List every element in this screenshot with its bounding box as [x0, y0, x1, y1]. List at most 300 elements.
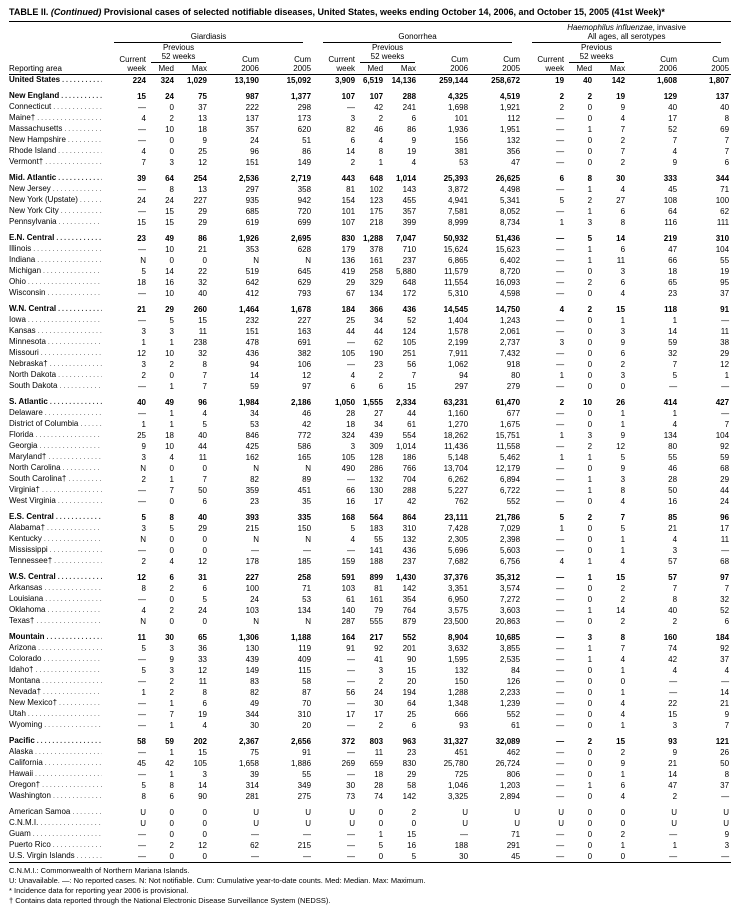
value-cell: 162: [245, 453, 259, 462]
value-cell: 762: [454, 497, 469, 506]
value-cell: 3: [350, 442, 356, 451]
area-name: E.S. Central: [9, 512, 54, 521]
value-cell: —: [721, 546, 730, 555]
value-cell: 17: [668, 114, 678, 123]
dot-leader: [61, 91, 102, 102]
value-cell: 7: [620, 513, 626, 522]
area-cell: [9, 512, 104, 523]
value-cell: 1,062: [448, 360, 469, 369]
value-cell: 0: [587, 136, 593, 145]
value-cell: 5: [202, 595, 207, 604]
value-cell: 554: [402, 431, 417, 440]
value-cell: 126: [506, 677, 521, 686]
value-cell: 83: [250, 677, 259, 686]
value-cell: 0: [587, 360, 593, 369]
value-cell: 74: [668, 644, 678, 653]
dot-leader: [54, 556, 102, 567]
value-cell: 75: [250, 748, 259, 757]
area-name: Utah: [9, 709, 26, 718]
value-cell: 3: [587, 633, 593, 642]
value-cell: 1: [587, 486, 593, 495]
area-name: Mid. Atlantic: [9, 173, 57, 182]
value-cell: 279: [506, 382, 521, 391]
value-cell: —: [138, 289, 146, 298]
group-header-gonorrhea: Gonorrhea: [313, 22, 522, 44]
value-cell: 53: [459, 158, 469, 167]
table-row: [9, 419, 731, 430]
value-cell: 259,144: [439, 76, 469, 85]
table-row: [9, 452, 731, 463]
value-cell: 58: [137, 737, 146, 746]
value-cell: 44: [374, 327, 384, 336]
value-cell: 7: [141, 158, 146, 167]
value-cell: 27: [616, 196, 626, 205]
area-cell: [9, 829, 104, 840]
value-cell: 1: [672, 316, 678, 325]
value-cell: N: [305, 256, 312, 265]
dot-leader: [45, 758, 102, 769]
value-cell: 15: [198, 316, 207, 325]
value-cell: 45: [511, 852, 521, 861]
value-cell: 2,535: [500, 655, 521, 664]
value-cell: N: [253, 256, 259, 265]
value-cell: 1,984: [238, 398, 259, 407]
value-cell: 44: [198, 442, 207, 451]
value-cell: 3: [169, 327, 174, 336]
value-cell: 172: [402, 289, 417, 298]
value-cell: 7: [724, 147, 730, 156]
value-cell: —: [556, 688, 565, 697]
value-cell: 2: [141, 557, 146, 566]
value-cell: 0: [587, 103, 593, 112]
dot-leader: [68, 474, 102, 485]
value-cell: 41: [374, 655, 384, 664]
value-cell: 5,310: [448, 289, 469, 298]
value-cell: 0: [169, 464, 174, 473]
value-cell: 61: [407, 420, 417, 429]
value-cell: —: [347, 360, 356, 369]
value-cell: 4: [620, 655, 626, 664]
value-cell: —: [138, 710, 146, 719]
value-cell: 2: [169, 841, 174, 850]
value-cell: 62: [720, 207, 730, 216]
value-cell: 30: [165, 633, 174, 642]
dot-leader: [43, 266, 102, 277]
value-cell: 764: [402, 606, 417, 615]
table-row: [9, 217, 731, 228]
area-name: Tennessee†: [9, 556, 53, 565]
value-cell: 7,029: [500, 524, 521, 533]
value-cell: 132: [369, 475, 384, 484]
area-name: Arkansas: [9, 583, 43, 592]
value-cell: 5: [672, 371, 678, 380]
table-row: [9, 556, 731, 567]
value-cell: 2: [672, 792, 678, 801]
area-name: Ohio: [9, 277, 26, 286]
value-cell: 4: [672, 666, 678, 675]
value-cell: 52: [668, 125, 678, 134]
value-cell: 29: [346, 278, 356, 287]
area-name: Nevada†: [9, 687, 42, 696]
value-cell: 645: [297, 267, 312, 276]
value-cell: 10: [165, 245, 174, 254]
value-cell: 64: [668, 207, 678, 216]
value-cell: 0: [169, 830, 174, 839]
value-cell: 46: [668, 464, 678, 473]
value-cell: 16: [346, 497, 356, 506]
value-cell: 0: [202, 830, 207, 839]
value-cell: 2: [620, 830, 626, 839]
value-cell: 3: [620, 475, 626, 484]
value-cell: —: [138, 185, 146, 194]
area-cell: [9, 135, 104, 146]
table-row: [9, 244, 731, 255]
value-cell: 269: [341, 759, 356, 768]
value-cell: 90: [198, 792, 207, 801]
value-cell: 6: [350, 136, 356, 145]
value-cell: 0: [587, 535, 593, 544]
value-cell: 132: [506, 136, 521, 145]
value-cell: —: [138, 125, 146, 134]
value-cell: 5,603: [500, 546, 521, 555]
value-cell: 13,704: [443, 464, 469, 473]
value-cell: 1: [169, 699, 174, 708]
value-cell: 3: [587, 218, 593, 227]
value-cell: 0: [587, 316, 593, 325]
value-cell: 6: [620, 349, 626, 358]
value-cell: 4: [350, 371, 356, 380]
value-cell: 7: [169, 486, 174, 495]
dot-leader: [28, 315, 102, 326]
value-cell: 1: [587, 185, 593, 194]
value-cell: 357: [402, 207, 417, 216]
value-cell: 0: [169, 371, 174, 380]
value-cell: 0: [587, 710, 593, 719]
value-cell: 1: [169, 409, 174, 418]
value-cell: U: [349, 819, 356, 828]
value-cell: 0: [587, 371, 593, 380]
area-cell: [9, 665, 104, 676]
value-cell: 324: [341, 431, 356, 440]
value-cell: 0: [169, 256, 174, 265]
value-cell: 55: [302, 770, 312, 779]
value-cell: 0: [587, 595, 593, 604]
area-name: W.S. Central: [9, 572, 56, 581]
value-cell: —: [721, 382, 730, 391]
value-cell: 286: [369, 464, 384, 473]
value-cell: —: [138, 316, 146, 325]
table-row: [9, 184, 731, 195]
area-cell: [9, 277, 104, 288]
value-cell: 443: [341, 174, 356, 183]
value-cell: 3: [202, 770, 207, 779]
value-cell: 241: [402, 103, 417, 112]
table-row: [9, 233, 731, 244]
area-cell: [9, 758, 104, 769]
footnote-legend: U: Unavailable. —: No reported cases. N: Not notifiable. Cum: Cumulative year-to-date counts. Med: Median. Max: Maximum.: [9, 876, 426, 885]
dot-leader: [48, 337, 102, 348]
value-cell: 7: [672, 584, 678, 593]
area-cell: [9, 840, 104, 851]
value-cell: —: [138, 830, 146, 839]
group-header-giardiasis: Giardiasis: [104, 22, 313, 44]
value-cell: 8,734: [500, 218, 521, 227]
value-cell: 1,029: [186, 76, 207, 85]
value-cell: 46: [302, 409, 312, 418]
value-cell: 33: [198, 655, 207, 664]
value-cell: 71: [720, 185, 730, 194]
value-cell: 1: [559, 218, 565, 227]
value-cell: —: [347, 338, 356, 347]
value-cell: 5: [141, 644, 146, 653]
table-row: [9, 124, 731, 135]
table-row: [9, 288, 731, 299]
table-title-text: Provisional cases of selected notifiable diseases, United States, weeks ending October 14, 2006, and October 15, 2005 (41st Week)*: [103, 7, 665, 17]
value-cell: U: [349, 808, 356, 817]
area-cell: [9, 337, 104, 348]
value-cell: 288: [402, 486, 417, 495]
value-cell: 772: [297, 431, 312, 440]
dot-leader: [33, 829, 102, 840]
value-cell: 10: [165, 349, 174, 358]
value-cell: U: [514, 808, 521, 817]
value-cell: 258: [369, 267, 384, 276]
value-cell: 94: [459, 371, 469, 380]
area-cell: [9, 370, 104, 381]
table-row: [9, 851, 731, 863]
value-cell: 0: [169, 103, 174, 112]
value-cell: 17: [720, 524, 730, 533]
value-cell: 0: [202, 617, 207, 626]
value-cell: 1: [141, 688, 146, 697]
value-cell: —: [669, 852, 678, 861]
value-cell: 1: [587, 245, 593, 254]
value-cell: 12: [302, 371, 312, 380]
value-cell: 3: [141, 524, 146, 533]
value-cell: —: [721, 677, 730, 686]
value-cell: 7: [620, 147, 626, 156]
area-cell: [9, 496, 104, 507]
value-cell: 4: [724, 666, 730, 675]
value-cell: 35: [302, 497, 312, 506]
value-cell: 287: [341, 617, 356, 626]
value-cell: N: [305, 535, 312, 544]
value-cell: 30: [459, 852, 469, 861]
value-cell: 104: [715, 245, 730, 254]
value-cell: 5,227: [448, 486, 469, 495]
value-cell: 0: [587, 819, 593, 828]
value-cell: 4: [672, 535, 678, 544]
table-row: [9, 430, 731, 441]
value-cell: 34: [374, 316, 384, 325]
value-cell: 8: [620, 486, 626, 495]
value-cell: 5: [202, 420, 207, 429]
value-cell: —: [721, 792, 730, 801]
value-cell: —: [669, 688, 678, 697]
dot-leader: [61, 206, 102, 217]
value-cell: 3: [672, 721, 678, 730]
value-cell: 20,863: [495, 617, 521, 626]
value-cell: 86: [302, 147, 312, 156]
value-cell: 1: [587, 644, 593, 653]
area-cell: [9, 113, 104, 124]
area-cell: [9, 419, 104, 430]
value-cell: —: [347, 770, 356, 779]
value-cell: 2: [672, 617, 678, 626]
value-cell: 0: [587, 666, 593, 675]
table-row: [9, 304, 731, 315]
value-cell: 188: [454, 841, 469, 850]
value-cell: —: [138, 103, 146, 112]
area-name: Montana: [9, 676, 41, 685]
value-cell: 87: [302, 688, 312, 697]
value-cell: 1: [620, 535, 626, 544]
table-row: [9, 769, 731, 780]
table-body: [9, 75, 731, 863]
value-cell: 0: [587, 584, 593, 593]
table-title: [9, 7, 731, 18]
value-cell: —: [556, 125, 565, 134]
value-cell: 691: [297, 338, 312, 347]
value-cell: 26,625: [495, 174, 521, 183]
value-cell: 2: [169, 360, 174, 369]
value-cell: —: [556, 792, 565, 801]
table-row: [9, 277, 731, 288]
value-cell: 803: [369, 737, 384, 746]
value-cell: 15,751: [495, 431, 521, 440]
value-cell: —: [556, 633, 565, 642]
value-cell: 2: [620, 595, 626, 604]
value-cell: 2,719: [291, 174, 312, 183]
value-cell: 281: [245, 792, 259, 801]
dot-leader: [58, 370, 102, 381]
value-cell: 6: [350, 382, 356, 391]
value-cell: 1,348: [448, 699, 469, 708]
value-cell: 11: [137, 633, 146, 642]
value-cell: 165: [297, 453, 312, 462]
value-cell: 22: [668, 699, 678, 708]
dot-leader: [37, 736, 102, 747]
value-cell: 0: [587, 420, 593, 429]
area-name: Guam: [9, 829, 31, 838]
value-cell: —: [556, 289, 565, 298]
value-cell: 6: [411, 114, 417, 123]
value-cell: 65: [668, 278, 678, 287]
value-cell: 0: [202, 535, 207, 544]
value-cell: 215: [245, 524, 259, 533]
value-cell: 356: [506, 147, 521, 156]
value-cell: —: [556, 267, 565, 276]
dot-leader: [72, 807, 102, 818]
value-cell: 2: [559, 103, 565, 112]
value-cell: 1,675: [500, 420, 521, 429]
area-cell: [9, 408, 104, 419]
value-cell: 8: [620, 218, 626, 227]
dot-leader: [59, 698, 102, 709]
value-cell: 50,932: [443, 234, 469, 243]
value-cell: 151: [245, 158, 259, 167]
area-name: Missouri: [9, 348, 39, 357]
value-cell: —: [347, 699, 356, 708]
dot-leader: [44, 720, 102, 731]
value-cell: 29: [198, 218, 207, 227]
value-cell: 1: [620, 770, 626, 779]
area-cell: [9, 616, 104, 627]
value-cell: 34: [250, 409, 259, 418]
value-cell: 21: [668, 759, 678, 768]
value-cell: 6,756: [500, 557, 521, 566]
value-cell: 0: [169, 535, 174, 544]
area-name: Alabama†: [9, 523, 46, 532]
value-cell: 6,950: [448, 595, 469, 604]
cum-2006-header: Cum 2006: [450, 55, 469, 73]
area-name: Pacific: [9, 736, 35, 745]
table-row: [9, 572, 731, 583]
value-cell: —: [347, 841, 356, 850]
value-cell: 61: [346, 595, 356, 604]
value-cell: 11: [198, 327, 207, 336]
value-cell: 629: [297, 278, 312, 287]
table-row: [9, 326, 731, 337]
area-name: Texas†: [9, 616, 35, 625]
value-cell: —: [556, 737, 565, 746]
value-cell: 84: [511, 666, 521, 675]
value-cell: 65: [198, 633, 207, 642]
value-cell: 150: [297, 524, 312, 533]
value-cell: 1: [587, 573, 593, 582]
value-cell: 1: [724, 371, 730, 380]
area-name: South Carolina†: [9, 474, 67, 483]
value-cell: 149: [297, 158, 312, 167]
value-cell: 451: [297, 486, 312, 495]
value-cell: 6,865: [448, 256, 469, 265]
area-name: New York City: [9, 206, 59, 215]
value-cell: 1,404: [448, 316, 469, 325]
value-cell: —: [556, 830, 565, 839]
value-cell: 140: [341, 606, 356, 615]
value-cell: 32: [720, 595, 730, 604]
value-cell: 164: [341, 633, 356, 642]
value-cell: 156: [454, 136, 469, 145]
value-cell: 4,941: [448, 196, 469, 205]
value-cell: 462: [506, 748, 521, 757]
value-cell: 1: [141, 420, 146, 429]
table-row: [9, 523, 731, 534]
value-cell: 15: [616, 305, 626, 314]
value-cell: 9: [202, 136, 207, 145]
value-cell: 0: [620, 808, 626, 817]
value-cell: N: [140, 464, 146, 473]
value-cell: 18: [198, 125, 207, 134]
table-row: [9, 91, 731, 102]
value-cell: 1: [587, 256, 593, 265]
value-cell: 8: [202, 688, 207, 697]
value-cell: 59: [720, 453, 730, 462]
value-cell: 1,658: [238, 759, 259, 768]
dot-leader: [47, 605, 102, 616]
value-cell: 105: [341, 453, 356, 462]
value-cell: 2: [620, 748, 626, 757]
value-cell: 8: [378, 147, 384, 156]
dot-leader: [80, 195, 102, 206]
footnote-cnmi: C.N.M.I.: Commonwealth of Northern Mariana Islands.: [9, 866, 190, 875]
value-cell: 42: [165, 759, 174, 768]
value-cell: 439: [369, 431, 384, 440]
value-cell: 57: [668, 557, 678, 566]
value-cell: 28: [346, 409, 356, 418]
value-cell: 409: [297, 655, 312, 664]
value-cell: 3,909: [335, 76, 356, 85]
